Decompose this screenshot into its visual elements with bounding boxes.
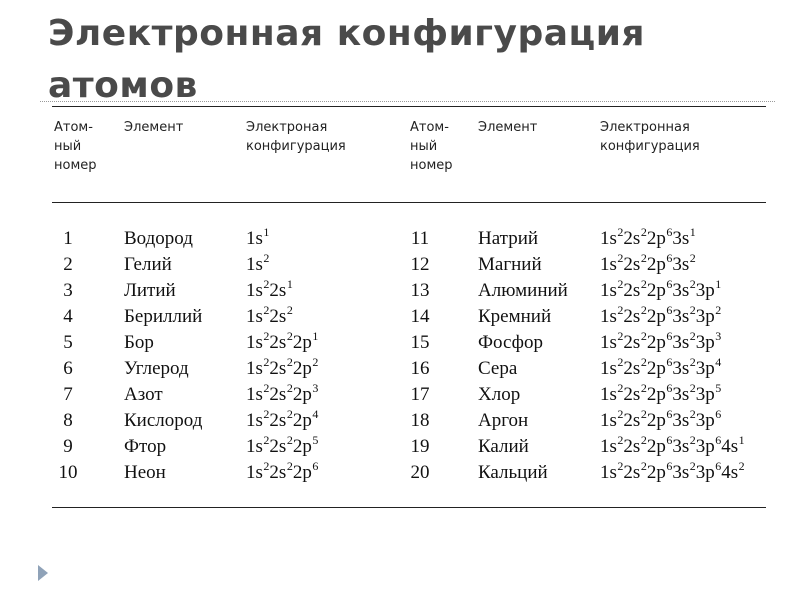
header-text: Электроная <box>246 120 328 135</box>
element-name: Хлор <box>478 384 521 405</box>
header-left-atomic-number <box>54 118 97 175</box>
electron-configuration: $1s^22s^2$ <box>246 303 293 327</box>
atomic-number: 20 <box>410 462 430 483</box>
slide-nav-arrow-icon <box>38 565 48 581</box>
atomic-number: 9 <box>63 436 73 457</box>
header-right-atomic-number <box>410 118 453 175</box>
table-row <box>0 460 800 486</box>
electron-configuration: $1s^22s^22p^5$ <box>246 433 319 457</box>
table-row <box>0 278 800 304</box>
table-row <box>0 304 800 330</box>
electron-configuration: $1s^22s^22p^63s^23p^64s^1$ <box>600 433 745 457</box>
header-text: Атом- <box>410 120 449 135</box>
electron-configuration: $1s^22s^22p^63s^23p^6$ <box>600 407 722 431</box>
table-bottom-rule <box>52 507 766 508</box>
atomic-number: 4 <box>63 306 73 327</box>
table-row <box>0 252 800 278</box>
title-divider <box>40 101 775 102</box>
header-text: Атом- <box>54 120 93 135</box>
element-name: Фосфор <box>478 332 543 353</box>
atomic-number: 7 <box>63 384 73 405</box>
element-name: Магний <box>478 254 542 275</box>
electron-configuration: $1s^22s^22p^63s^23p^3$ <box>600 329 722 353</box>
electron-configuration: $1s^22s^22p^6$ <box>246 459 319 483</box>
atomic-number: 1 <box>63 228 73 249</box>
header-text: номер <box>410 158 453 173</box>
atomic-number: 6 <box>63 358 73 379</box>
table-row <box>0 434 800 460</box>
element-name: Калий <box>478 436 529 457</box>
electron-configuration: $1s^22s^22p^63s^23p^2$ <box>600 303 722 327</box>
element-name: Неон <box>124 462 166 483</box>
atomic-number: 13 <box>410 280 430 301</box>
atomic-number: 19 <box>410 436 430 457</box>
element-name: Натрий <box>478 228 539 249</box>
header-text: номер <box>54 158 97 173</box>
table-row <box>0 356 800 382</box>
table-header-rule <box>52 202 766 203</box>
header-text: Электронная <box>600 120 690 135</box>
atomic-number: 15 <box>410 332 430 353</box>
element-name: Углерод <box>124 358 189 379</box>
electron-configuration: $1s^1$ <box>246 225 270 249</box>
slide-title-line-1: Электронная конфигурация <box>48 13 646 54</box>
table-body <box>0 226 800 486</box>
electron-configuration: $1s^22s^22p^63s^23p^5$ <box>600 381 722 405</box>
element-name: Бор <box>124 332 154 353</box>
electron-configuration: $1s^2$ <box>246 251 270 275</box>
element-name: Бериллий <box>124 306 203 327</box>
element-name: Алюминий <box>478 280 568 301</box>
header-text: конфигурация <box>600 139 700 154</box>
slide-title-line-2: атомов <box>48 65 198 106</box>
element-name: Кальций <box>478 462 548 483</box>
table-top-rule <box>52 106 766 107</box>
element-name: Водород <box>124 228 193 249</box>
electron-configuration: $1s^22s^22p^63s^23p^1$ <box>600 277 722 301</box>
header-text: ный <box>410 139 438 154</box>
electron-configuration: $1s^22s^22p^63s^23p^4$ <box>600 355 722 379</box>
atomic-number: 11 <box>410 228 430 249</box>
element-name: Фтор <box>124 436 167 457</box>
header-text: конфигурация <box>246 139 346 154</box>
header-text: Элемент <box>124 120 184 135</box>
atomic-number: 12 <box>410 254 430 275</box>
atomic-number: 16 <box>410 358 430 379</box>
atomic-number: 8 <box>63 410 73 431</box>
atomic-number: 17 <box>410 384 430 405</box>
table-row <box>0 226 800 252</box>
element-name: Аргон <box>478 410 529 431</box>
electron-configuration: $1s^22s^22p^63s^23p^64s^2$ <box>600 459 745 483</box>
header-right-configuration <box>600 118 700 156</box>
atomic-number: 14 <box>410 306 430 327</box>
atomic-number: 2 <box>63 254 73 275</box>
electron-configuration: $1s^22s^22p^3$ <box>246 381 319 405</box>
atomic-number: 5 <box>63 332 73 353</box>
header-right-element <box>478 118 537 137</box>
element-name: Кремний <box>478 306 552 327</box>
electron-configuration: $1s^22s^22p^63s^2$ <box>600 251 696 275</box>
table-row <box>0 330 800 356</box>
table-row <box>0 408 800 434</box>
header-text: Элемент <box>478 120 538 135</box>
slide-title <box>48 8 768 112</box>
electron-configuration: $1s^22s^22p^63s^1$ <box>600 225 696 249</box>
element-name: Литий <box>124 280 176 301</box>
electron-configuration: $1s^22s^22p^4$ <box>246 407 319 431</box>
atomic-number: 18 <box>410 410 430 431</box>
header-text: ный <box>54 139 82 154</box>
header-left-configuration <box>246 118 346 156</box>
element-name: Сера <box>478 358 518 379</box>
electron-configuration: $1s^22s^1$ <box>246 277 293 301</box>
electron-configuration: $1s^22s^22p^1$ <box>246 329 319 353</box>
atomic-number: 10 <box>58 462 78 483</box>
header-left-element <box>124 118 183 137</box>
element-name: Азот <box>124 384 163 405</box>
element-name: Кислород <box>124 410 203 431</box>
table-row <box>0 382 800 408</box>
electron-configuration: $1s^22s^22p^2$ <box>246 355 319 379</box>
atomic-number: 3 <box>63 280 73 301</box>
element-name: Гелий <box>124 254 172 275</box>
